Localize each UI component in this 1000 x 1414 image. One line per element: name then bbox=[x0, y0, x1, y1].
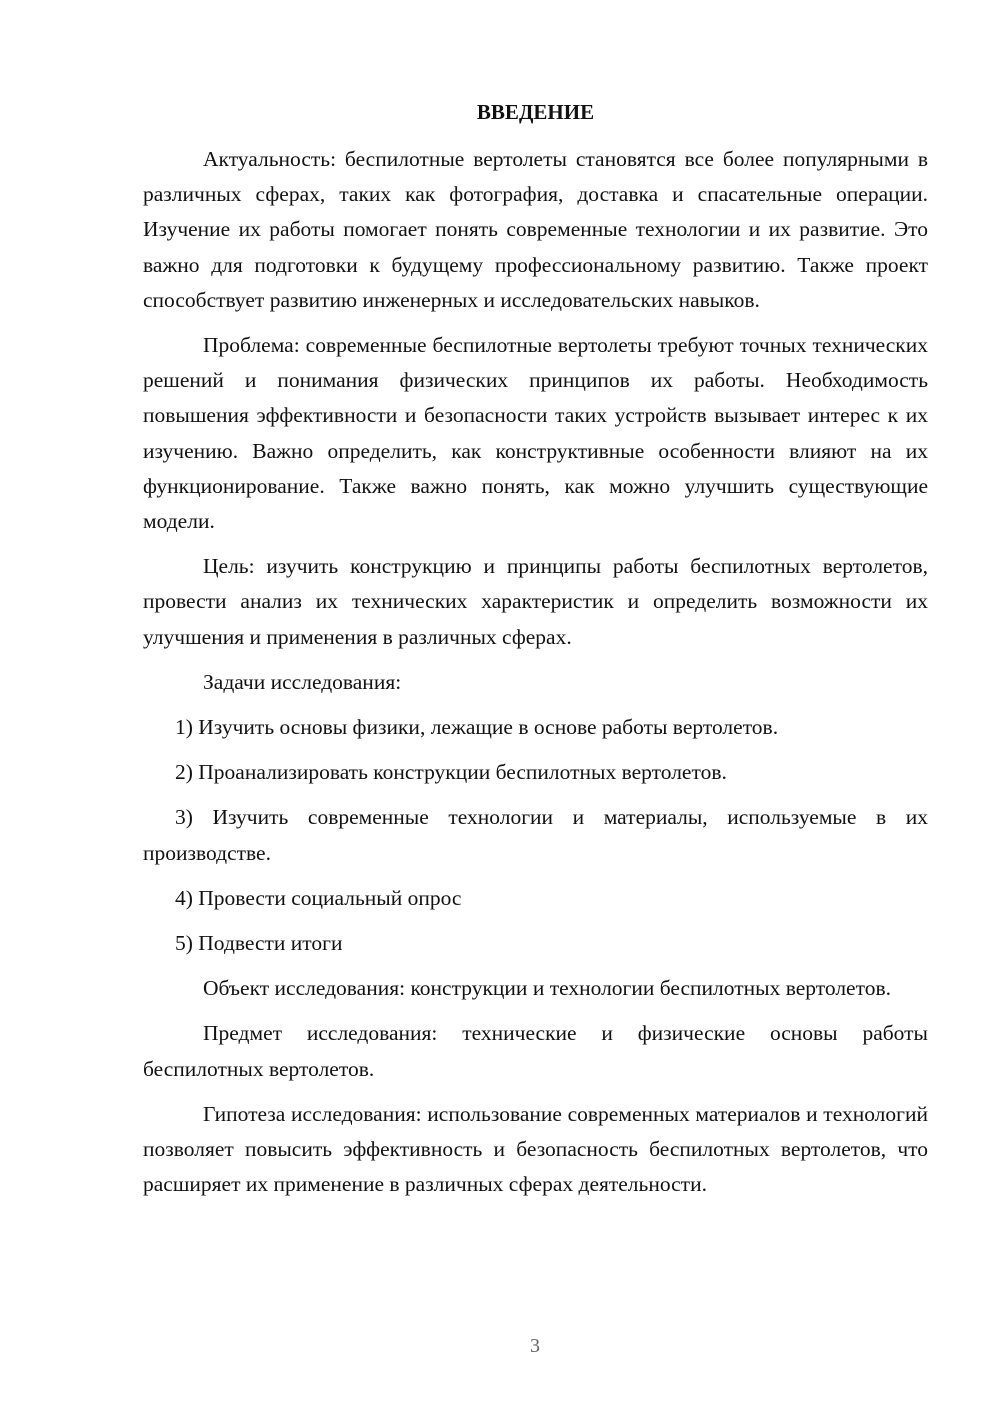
hypothesis-paragraph: Гипотеза исследования: использование современных материалов и технологий позволяет повысить эффективность и безопасность беспилотных вертолетов, что расширяет их применение в различных сферах деятельности. bbox=[143, 1101, 928, 1197]
goal-paragraph: Цель: изучить конструкцию и принципы работы беспилотных вертолетов, провести анализ их технических характеристик и определить возможности их улучшения и применения в различных сферах. bbox=[143, 554, 928, 649]
page-number: 3 bbox=[530, 1335, 540, 1357]
document-page bbox=[143, 95, 928, 1202]
task-item-2: 2) Проанализировать конструкции беспилотных вертолетов. bbox=[175, 760, 727, 785]
tasks-heading: Задачи исследования: bbox=[203, 669, 402, 694]
task-item-1: 1) Изучить основы физики, лежащие в основе работы вертолетов. bbox=[175, 715, 779, 740]
task-item-5: 5) Подвести итоги bbox=[175, 931, 343, 956]
subject-paragraph: Предмет исследования: технические и физические основы работы беспилотных вертолетов. bbox=[143, 1021, 928, 1081]
relevance-paragraph: Актуальность: беспилотные вертолеты становятся все более популярными в различных сферах, таких как фотография, доставка и спасательные операции. Изучение их работы помогает понять современные технологии и их развитие. Это важно для подготовки к будущему профессиональному развитию. Также проект способствует развитию инженерных и исследовательских навыков. bbox=[143, 147, 928, 312]
page-title: ВВЕДЕНИЕ bbox=[476, 100, 595, 124]
object-paragraph: Объект исследования: конструкции и технологии беспилотных вертолетов. bbox=[203, 976, 891, 1001]
problem-paragraph: Проблема: современные беспилотные вертолеты требуют точных технических решений и понимания физических принципов их работы. Необходимость повышения эффективности и безопасности таких устройств вызывает интерес к их изучению. Важно определить, как конструктивные особенности влияют на их функционирование. Также важно понять, как можно улучшить существующие модели. bbox=[143, 333, 928, 534]
task-item-3: 3) Изучить современные технологии и материалы, используемые в их производстве. bbox=[143, 805, 928, 865]
task-item-4: 4) Провести социальный опрос bbox=[175, 885, 462, 910]
